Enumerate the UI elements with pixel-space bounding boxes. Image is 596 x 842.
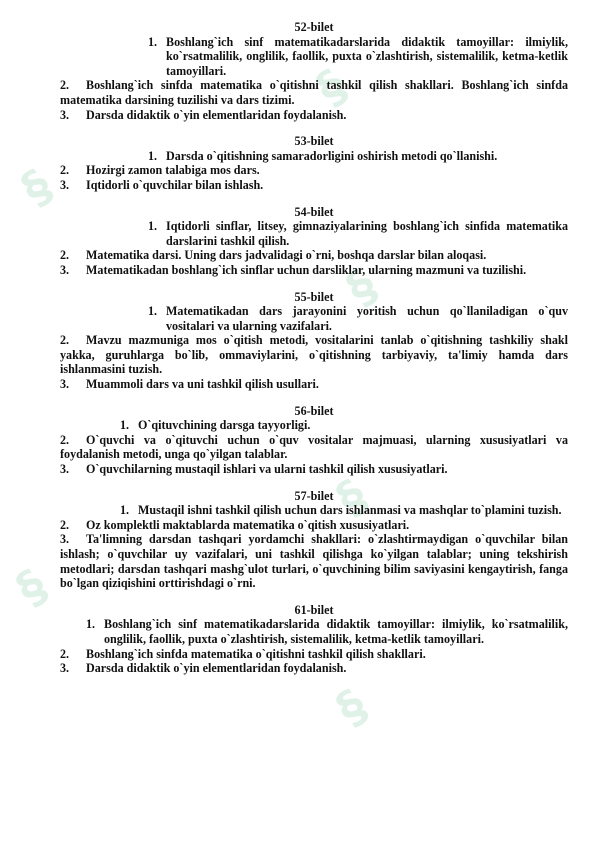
question-text: Darsda didaktik o`yin elementlaridan foydalanish. bbox=[86, 107, 347, 122]
question-number: 1. bbox=[148, 34, 158, 49]
question-text: Darsda didaktik o`yin elementlaridan foydalanish. bbox=[86, 661, 347, 676]
question-number: 1. bbox=[148, 219, 158, 234]
ticket-55 bbox=[60, 290, 568, 392]
question-text: Iqtidorli sinflar, litsey, gimnaziyalarining boshlang`ich sinfida matematika darslarini tashkil qilish. bbox=[166, 219, 568, 248]
question-number: 1. bbox=[148, 304, 158, 319]
question-number: 3. bbox=[60, 377, 70, 392]
ticket-title: 53-bilet bbox=[294, 134, 334, 149]
question-text: Oz komplektli maktablarda matematika o`qitish xususiyatlari. bbox=[86, 517, 410, 532]
question-1 bbox=[60, 617, 568, 646]
question-number: 2. bbox=[60, 432, 70, 447]
question-text: Boshlang`ich sinf matematikadarslarida didaktik tamoyillar: ilmiylik, ko`rsatmalilik, onglilik, faollik, puxta o`zlashtirish, sistemalilik, ketma-ketlik tamoyillari. bbox=[166, 34, 568, 78]
ticket-title: 55-bilet bbox=[294, 289, 334, 304]
question-text: Matematikadan boshlang`ich sinflar uchun darsliklar, ularning mazmuni va tuzilishi. bbox=[86, 262, 527, 277]
question-3 bbox=[60, 178, 568, 193]
ticket-title: 56-bilet bbox=[294, 403, 334, 418]
watermark-logo: § bbox=[6, 558, 57, 616]
question-text: Iqtidorli o`quvchilar bilan ishlash. bbox=[86, 177, 264, 192]
question-text: Hozirgi zamon talabiga mos dars. bbox=[86, 163, 260, 178]
question-text: Mustaqil ishni tashkil qilish uchun dars ishlanmasi va mashqlar to`plamini tuzish. bbox=[138, 503, 562, 518]
question-text: O`quvchilarning mustaqil ishlari va ularni tashkil qilish xususiyatlari. bbox=[86, 462, 448, 477]
question-number: 2. bbox=[60, 646, 70, 661]
watermark-logo: § bbox=[326, 468, 377, 526]
ticket-61 bbox=[60, 603, 568, 676]
question-number: 3. bbox=[60, 107, 70, 122]
question-1 bbox=[60, 304, 568, 333]
question-number: 3. bbox=[60, 462, 70, 477]
question-2 bbox=[60, 647, 568, 662]
ticket-56 bbox=[60, 404, 568, 477]
question-text: Matematikadan dars jarayonini yoritish uchun qo`llaniladigan o`quv vositalari va ularning vazifalari. bbox=[166, 304, 568, 333]
question-1 bbox=[60, 35, 568, 79]
question-2 bbox=[60, 433, 568, 462]
ticket-53 bbox=[60, 134, 568, 192]
ticket-54 bbox=[60, 205, 568, 278]
ticket-title: 61-bilet bbox=[294, 602, 334, 617]
question-2 bbox=[60, 518, 568, 533]
question-text: Boshlang`ich sinf matematikadarslarida didaktik tamoyillar: ilmiylik, ko`rsatmalilik, onglilik, faollik, puxta o`zlashtirish, sistemalilik, ketma-ketlik tamoyillari. bbox=[104, 617, 568, 646]
question-text: Mavzu mazmuniga mos o`qitish metodi, vositalarini tanlab o`qitishning tashkiliy shakl yakka, guruhlarga bo`lib, ommaviylarini, o`qitishning tarbiyaviy, ta'limiy hamda dars ishlanmasini tuzish. bbox=[60, 333, 568, 377]
question-1 bbox=[60, 503, 568, 518]
question-number: 2. bbox=[60, 517, 70, 532]
question-number: 2. bbox=[60, 248, 70, 263]
question-2 bbox=[60, 163, 568, 178]
question-number: 1. bbox=[148, 148, 158, 163]
question-number: 3. bbox=[60, 262, 70, 277]
question-number: 2. bbox=[60, 163, 70, 178]
question-number: 3. bbox=[60, 177, 70, 192]
question-3 bbox=[60, 532, 568, 590]
question-number: 2. bbox=[60, 78, 70, 93]
ticket-57 bbox=[60, 489, 568, 591]
ticket-title: 57-bilet bbox=[294, 488, 334, 503]
question-1 bbox=[60, 418, 568, 433]
watermark-logo: § bbox=[306, 58, 357, 116]
ticket-title: 54-bilet bbox=[294, 204, 334, 219]
question-text: Ta'limning darsdan tashqari yordamchi shakllari: o`zlashtirmaydigan o`quvchilar bilan ishlash; o`quvchilar uy vazifalari, uni tashkil qilishga ko`yilgan talablar; uning tekshirish metodlari; darsdan tashqari mashg`ulot turlari, o`quvchining bilim saviyasini kengaytirish, fanga bo`lgan qiziqishini orttirishdagi o`rni. bbox=[60, 532, 568, 591]
question-3 bbox=[60, 263, 568, 278]
question-number: 1. bbox=[86, 617, 96, 632]
document-page bbox=[60, 20, 568, 688]
question-text: O`quvchi va o`qituvchi uchun o`quv vositalar majmuasi, ularning xususiyatlari va foydalanish metodi, unga qo`yilgan talablar. bbox=[60, 432, 568, 462]
question-3 bbox=[60, 377, 568, 392]
question-number: 1. bbox=[120, 503, 130, 518]
question-text: Muammoli dars va uni tashkil qilish usullari. bbox=[86, 377, 319, 392]
question-1 bbox=[60, 219, 568, 248]
question-3 bbox=[60, 108, 568, 123]
question-3 bbox=[60, 462, 568, 477]
question-2 bbox=[60, 333, 568, 377]
question-text: Darsda o`qitishning samaradorligini oshirish metodi qo`llanishi. bbox=[166, 148, 498, 163]
watermark-logo: § bbox=[11, 158, 62, 216]
question-2 bbox=[60, 78, 568, 107]
question-number: 1. bbox=[120, 418, 130, 433]
question-3 bbox=[60, 661, 568, 676]
ticket-title: 52-bilet bbox=[294, 20, 334, 34]
watermark-logo: § bbox=[326, 678, 377, 736]
question-number: 3. bbox=[60, 661, 70, 676]
watermark-logo: § bbox=[336, 258, 387, 316]
question-number: 3. bbox=[60, 532, 70, 547]
question-text: Boshlang`ich sinfda matematika o`qitishni tashkil qilish shakllari. bbox=[86, 646, 426, 661]
question-number: 2. bbox=[60, 333, 70, 348]
question-text: Matematika darsi. Uning dars jadvalidagi o`rni, boshqa darslar bilan aloqasi. bbox=[86, 248, 487, 263]
ticket-52 bbox=[60, 20, 568, 122]
question-1 bbox=[60, 149, 568, 164]
question-text: Boshlang`ich sinfda matematika o`qitishni tashkil qilish shakllari. Boshlang`ich sinfda matematika darsining tuzilishi va dars tizimi. bbox=[60, 78, 568, 107]
question-text: O`qituvchining darsga tayyorligi. bbox=[138, 418, 311, 433]
question-2 bbox=[60, 248, 568, 263]
